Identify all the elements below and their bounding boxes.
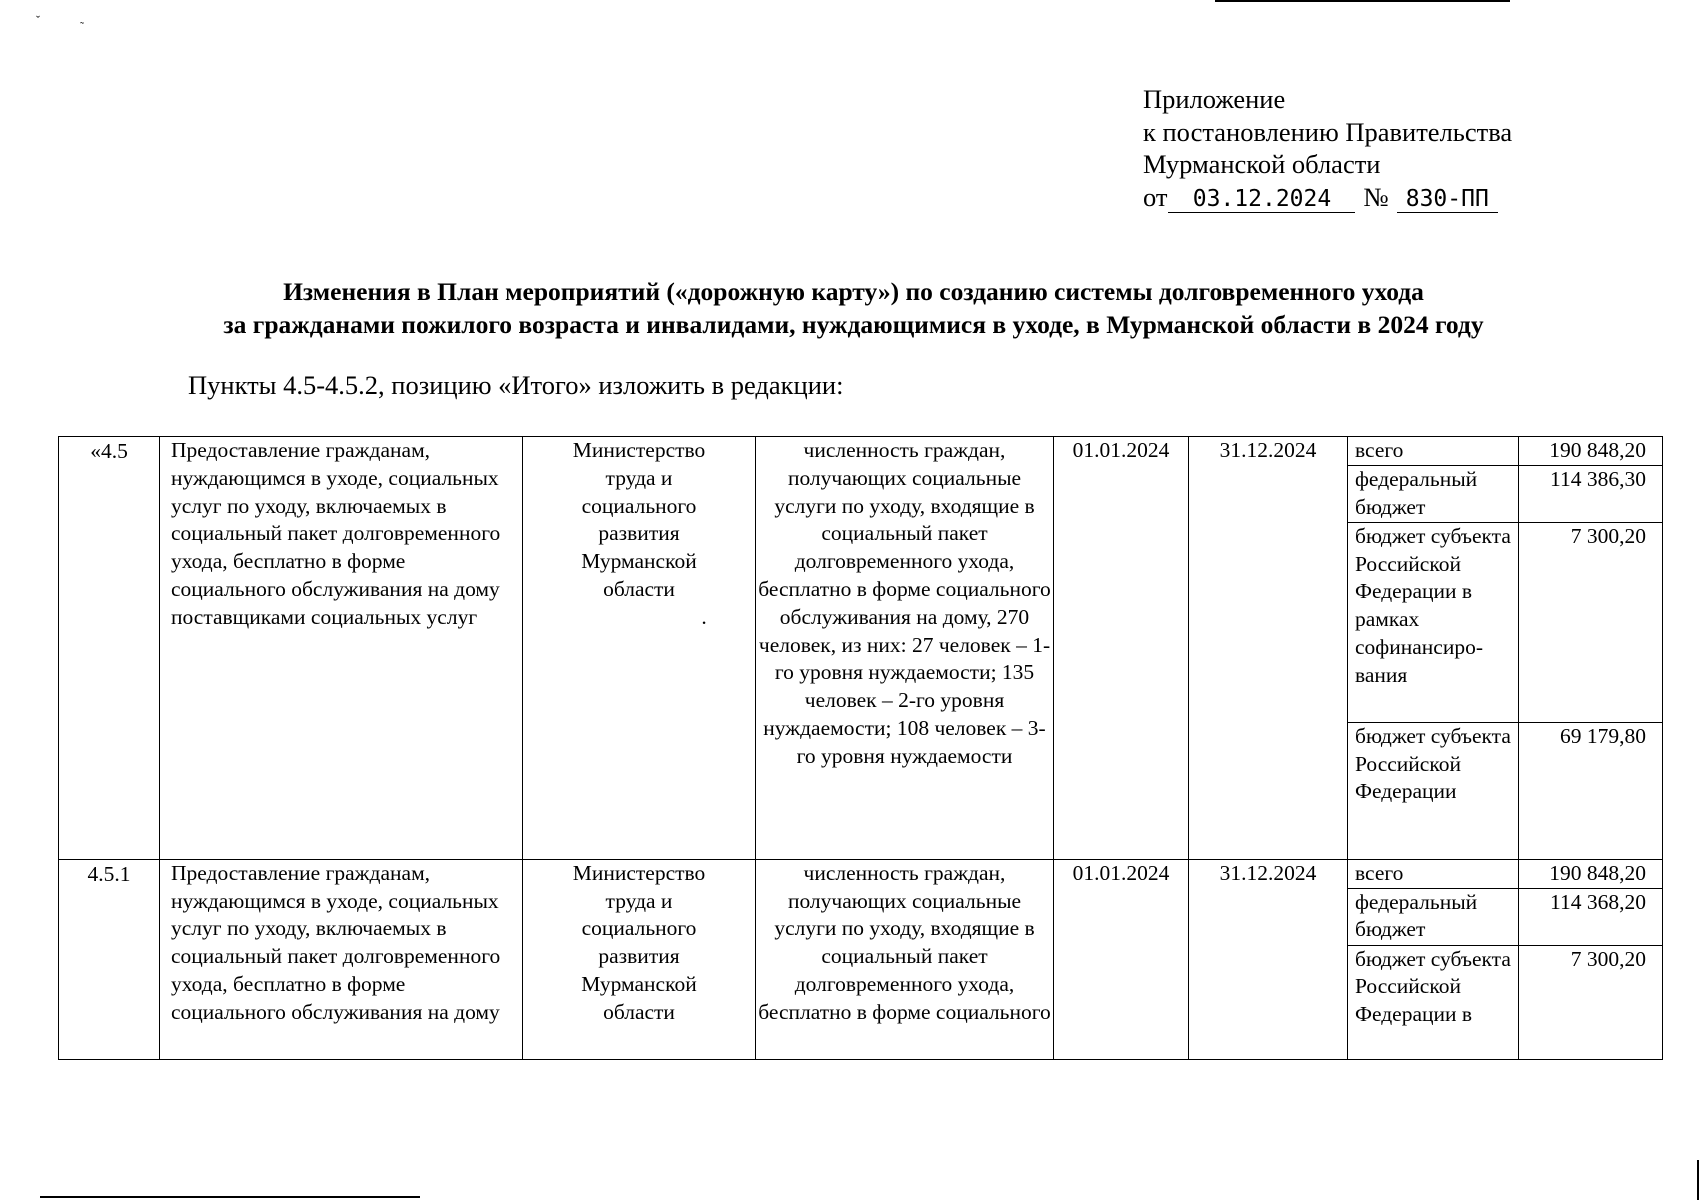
funding-source: федеральный бюджет [1348, 888, 1519, 945]
funding-source: бюджет субъекта Российской Федерации в [1348, 945, 1519, 1059]
appendix-line: Приложение [1143, 84, 1286, 114]
item-number: 4.5.1 [59, 859, 160, 1059]
appendix-line: Мурманской области [1143, 149, 1381, 179]
scan-edge-line [1697, 1160, 1699, 1200]
item-executor [523, 859, 756, 1059]
title-line: за гражданами пожилого возраста и инвалидами, нуждающимися в уходе, в Мурманской области в 2024 году [223, 310, 1484, 339]
resolution-date: 03.12.2024 [1168, 186, 1355, 213]
resolution-number: 830-ПП [1397, 186, 1498, 213]
table-row [59, 437, 1663, 466]
intro-text: Пункты 4.5-4.5.2, позицию «Итого» изложить в редакции: [188, 370, 844, 400]
item-name: Предоставление гражданам, нуждающимся в уходе, социальных услуг по уходу, включаемых в социальный пакет долговременного ухода, бесплатно в форме социального обслуживания на дому [160, 859, 523, 1059]
table-row [59, 859, 1663, 888]
scan-speck: ˜ [80, 19, 84, 33]
scan-edge-line [40, 1196, 420, 1198]
document-title [0, 275, 1707, 341]
item-indicator: численность граждан, получающих социальные услуги по уходу, входящие в социальный пакет долговременного ухода, бесплатно в форме социального [756, 859, 1054, 1059]
item-number: «4.5 [59, 437, 160, 860]
item-executor [523, 437, 756, 860]
funding-amount: 114 386,30 [1519, 465, 1663, 522]
item-name: Предоставление гражданам, нуждающимся в уходе, социальных услуг по уходу, включаемых в социальный пакет долговременного ухода, бесплатно в форме социального обслуживания на дому поставщиками социальных услуг [160, 437, 523, 860]
title-line: Изменения в План мероприятий («дорожную карту») по созданию системы долговременного ухода [283, 277, 1424, 306]
plan-table [58, 436, 1663, 1060]
item-start-date: 01.01.2024 [1054, 437, 1189, 860]
funding-source: бюджет субъекта Российской Федерации [1348, 722, 1519, 859]
item-end-date: 31.12.2024 [1189, 859, 1348, 1059]
item-end-date: 31.12.2024 [1189, 437, 1348, 860]
number-prefix: № [1363, 181, 1389, 212]
date-prefix: от [1143, 181, 1168, 212]
stray-dot: . [701, 604, 707, 629]
item-start-date: 01.01.2024 [1054, 859, 1189, 1059]
appendix-block [1143, 83, 1512, 213]
item-indicator: численность граждан, получающих социальные услуги по уходу, входящие в социальный пакет долговременного ухода, бесплатно в форме социального обслуживания на дому, 270 человек, из них: 27 человек – 1-го уровня нуждаемости; 135 человек – 2-го уровня нуждаемости; 108 человек – 3-го уровня нуждаемости [756, 437, 1054, 860]
funding-source: всего [1348, 437, 1519, 466]
funding-amount: 114 368,20 [1519, 888, 1663, 945]
funding-amount: 190 848,20 [1519, 859, 1663, 888]
executor-text: Министерство труда и социального развития Мурманской области [572, 438, 706, 601]
funding-amount: 69 179,80 [1519, 722, 1663, 859]
appendix-line: к постановлению Правительства [1143, 116, 1513, 147]
funding-source: бюджет субъекта Российской Федерации в рамках софинансиро-вания [1348, 522, 1519, 722]
scan-speck: ˇ [36, 13, 40, 27]
appendix-date-line [1143, 181, 1512, 214]
funding-source: федеральный бюджет [1348, 465, 1519, 522]
funding-source: всего [1348, 859, 1519, 888]
scan-edge-line [1215, 0, 1510, 2]
executor-text: Министерство труда и социального развития Мурманской области [572, 860, 706, 1024]
funding-amount: 7 300,20 [1519, 945, 1663, 1059]
funding-amount: 7 300,20 [1519, 522, 1663, 722]
funding-amount: 190 848,20 [1519, 437, 1663, 466]
